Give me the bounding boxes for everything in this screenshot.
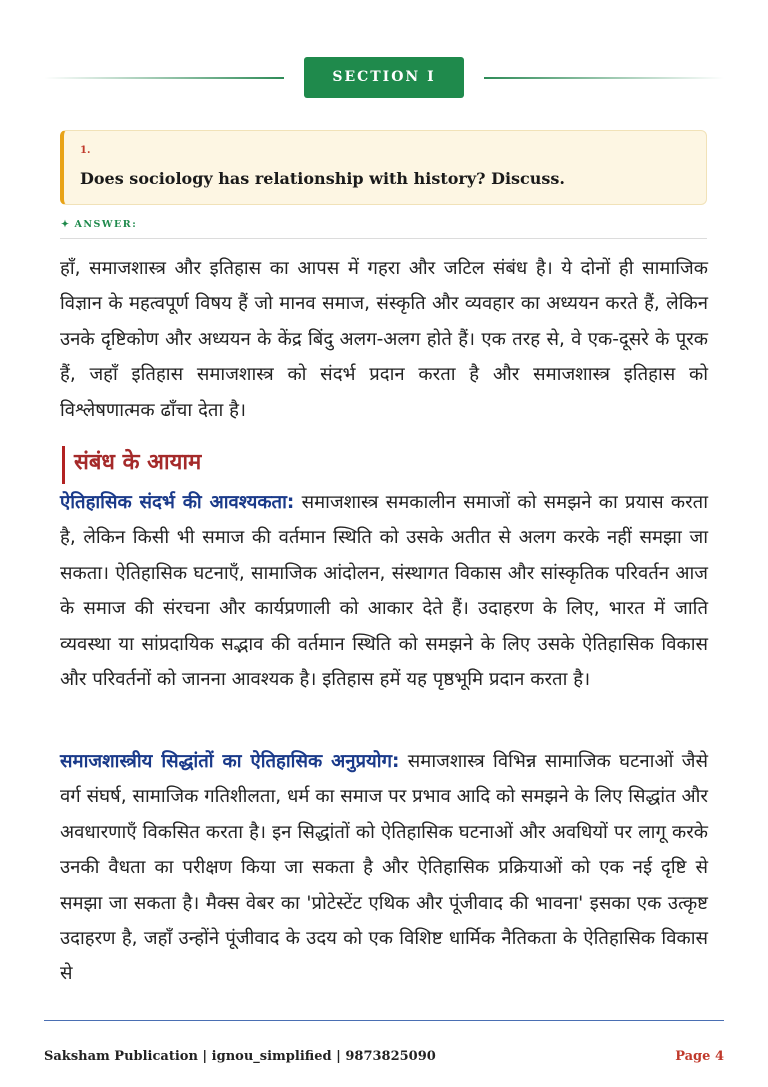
paragraph-theory-application (60, 744, 708, 992)
question-number: 1. (80, 145, 91, 156)
question-text: Does sociology has relationship with history? Discuss. (80, 169, 565, 188)
answer-label (61, 219, 137, 230)
answer-divider (60, 238, 707, 239)
section-divider-left (44, 77, 284, 79)
paragraph-lead: समाजशास्त्रीय सिद्धांतों का ऐतिहासिक अनुप्रयोग: (60, 751, 400, 772)
answer-label-text: ANSWER: (74, 219, 138, 230)
footer-divider (44, 1020, 724, 1021)
page-number: Page 4 (675, 1049, 724, 1064)
section-header (44, 57, 724, 99)
intro-paragraph: हाँ, समाजशास्त्र और इतिहास का आपस में गहरा और जटिल संबंध है। ये दोनों ही सामाजिक विज्ञान के महत्वपूर्ण विषय हैं जो मानव समाज, संस्कृति और व्यवहार का अध्ययन करते हैं, लेकिन उनके दृष्टिकोण और अध्ययन के केंद्र बिंदु अलग-अलग होते हैं। एक तरह से, वे एक-दूसरे के पूरक हैं, जहाँ इतिहास समाजशास्त्र को संदर्भ प्रदान करता है और समाजशास्त्र इतिहास को विश्लेषणात्मक ढाँचा देता है। (60, 258, 708, 421)
footer-publisher: Saksham Publication | ignou_simplified | 9873825090 (44, 1049, 436, 1064)
star-icon: ✦ (61, 219, 71, 230)
paragraph-historical-context (60, 485, 708, 697)
paragraph-body: समाजशास्त्र समकालीन समाजों को समझने का प्रयास करता है, लेकिन किसी भी समाज की वर्तमान स्थिति को उसके अतीत से अलग करके नहीं समझा जा सकता। ऐतिहासिक घटनाएँ, सामाजिक आंदोलन, संस्थागत विकास और सांस्कृतिक परिवर्तन आज के समाज की संरचना और कार्यप्रणाली को आकार देते हैं। उदाहरण के लिए, भारत में जाति व्यवस्था या सांप्रदायिक सद्भाव की वर्तमान स्थिति को समझने के लिए उसके ऐतिहासिक विकास और परिवर्तनों को जानना आवश्यक है। इतिहास हमें यह पृष्ठभूमि प्रदान करता है। (60, 492, 708, 691)
paragraph-body: समाजशास्त्र विभिन्न सामाजिक घटनाओं जैसे वर्ग संघर्ष, सामाजिक गतिशीलता, धर्म का समाज पर प्रभाव आदि को समझने के लिए सिद्धांत और अवधारणाएँ विकसित करता है। इन सिद्धांतों को ऐतिहासिक घटनाओं और अवधियों पर लागू करके उनकी वैधता का परीक्षण किया जा सकता है और ऐतिहासिक प्रक्रियाओं को एक नई दृष्टि से समझा जा सकता है। मैक्स वेबर का 'प्रोटेस्टेंट एथिक और पूंजीवाद की भावना' इसका एक उत्कृष्ट उदाहरण है, जहाँ उन्होंने पूंजीवाद के उदय को एक विशिष्ट धार्मिक नैतिकता के ऐतिहासिक विकास से (60, 751, 709, 985)
paragraph-lead: ऐतिहासिक संदर्भ की आवश्यकता: (60, 492, 295, 513)
section-divider-right (484, 77, 724, 79)
section-heading: संबंध के आयाम (62, 446, 201, 484)
section-badge: SECTION I (304, 57, 464, 98)
question-box (60, 130, 707, 205)
